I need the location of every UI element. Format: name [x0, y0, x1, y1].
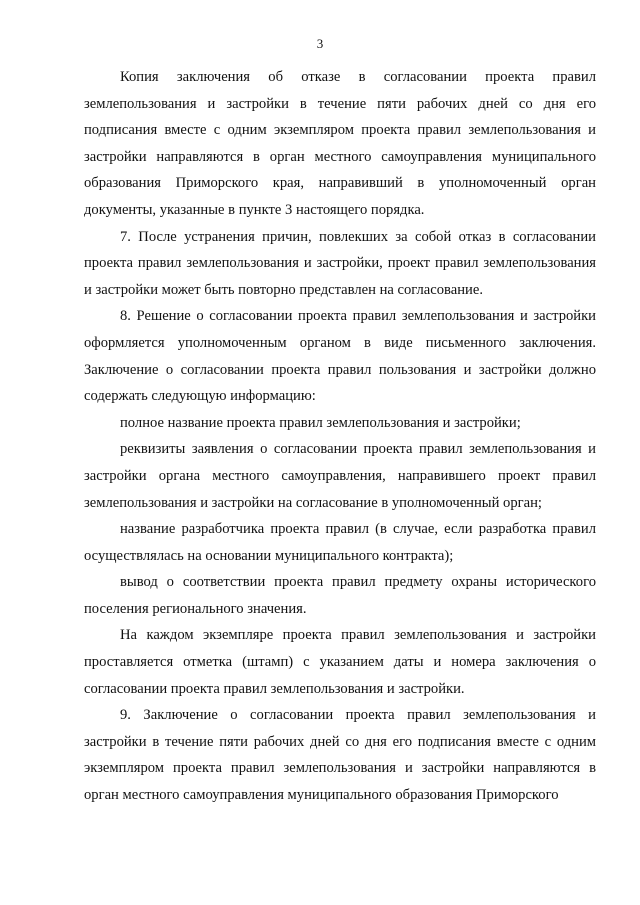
- paragraph-item-9: 9. Заключение о согласовании проекта правил землепользования и застройки в течение пяти рабочих дней со дня его подписания вместе с одним экземпляром проекта правил землепользования и застройки направляются в орган местного самоуправления муниципального образования Приморского: [84, 707, 596, 804]
- paragraph-copy-of-refusal: Копия заключения об отказе в согласовании проекта правил землепользования и застройки в течение пяти рабочих дней со дня его подписания вместе с одним экземпляром проекта правил землепользования и застройки направляются в орган местного самоуправления муниципального образования Приморского края, направивший в уполномоченный орган документы, указанные в пункте 3 настоящего порядка.: [84, 69, 596, 218]
- list-item-developer-name: название разработчика проекта правил (в случае, если разработка правил осуществлялась на основании муниципального контракта);: [84, 521, 596, 564]
- list-item-project-name: полное название проекта правил землепользования и застройки;: [120, 414, 521, 431]
- list-item-conclusion: вывод о соответствии проекта правил предмету охраны исторического поселения регионального значения.: [84, 574, 596, 617]
- page-number: 3: [316, 36, 324, 51]
- list-item-application-details: реквизиты заявления о согласовании проекта правил землепользования и застройки органа местного самоуправления, направившего проект правил землепользования и застройки на согласование в уполномоченный орган;: [84, 441, 596, 511]
- paragraph-item-7: 7. После устранения причин, повлекших за собой отказ в согласовании проекта правил землепользования и застройки, проект правил землепользования и застройки может быть повторно представлен на согласование.: [84, 228, 596, 298]
- paragraph-stamp: На каждом экземпляре проекта правил землепользования и застройки проставляется отметка (штамп) с указанием даты и номера заключения о согласовании проекта правил землепользования и застройки.: [84, 627, 596, 697]
- document-body: [84, 64, 596, 809]
- paragraph-item-8: 8. Решение о согласовании проекта правил землепользования и застройки оформляется уполномоченным органом в виде письменного заключения. Заключение о согласовании проекта правил пользования и застройки должно содержать следующую информацию:: [84, 308, 596, 405]
